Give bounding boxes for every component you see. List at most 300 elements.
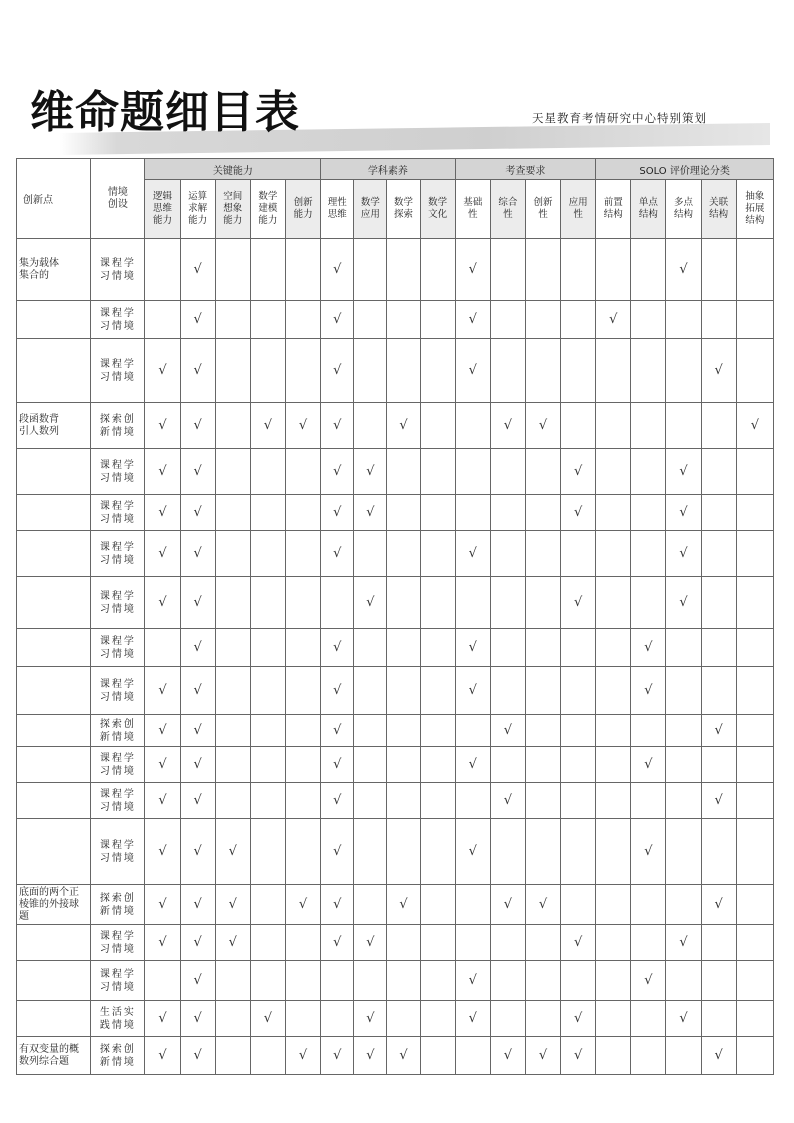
check-cell — [596, 1001, 631, 1037]
check-cell — [387, 885, 420, 925]
check-cell — [321, 783, 354, 819]
table-row — [17, 449, 774, 495]
check-cell — [321, 961, 354, 1001]
page-title: 维命题细目表 — [30, 87, 300, 138]
check-cell — [180, 747, 215, 783]
check-cell — [666, 783, 701, 819]
situation-cell: 课程学 习情境 — [91, 629, 145, 667]
group-header: 关键能力 — [145, 159, 321, 180]
check-cell — [321, 629, 354, 667]
innovation-cell: 段函数背 引人数列 — [17, 403, 91, 449]
check-cell — [420, 1037, 455, 1075]
check-cell — [215, 577, 250, 629]
check-cell — [490, 819, 525, 885]
check-cell — [180, 301, 215, 339]
check-mark-icon: √ — [333, 844, 342, 859]
check-cell — [736, 629, 773, 667]
check-cell — [250, 339, 285, 403]
check-cell — [596, 577, 631, 629]
check-cell — [321, 531, 354, 577]
check-mark-icon: √ — [158, 546, 167, 561]
check-cell — [490, 925, 525, 961]
innovation-cell — [17, 925, 91, 961]
check-cell — [455, 301, 490, 339]
check-cell — [596, 885, 631, 925]
check-cell — [354, 1037, 387, 1075]
column-header: 数学 建模 能力 — [250, 180, 285, 239]
situation-cell: 探索创 新情境 — [91, 885, 145, 925]
check-mark-icon: √ — [573, 935, 583, 950]
check-cell — [215, 449, 250, 495]
check-cell — [285, 1037, 320, 1075]
check-cell — [420, 783, 455, 819]
check-cell — [145, 961, 180, 1001]
check-cell — [701, 577, 736, 629]
check-cell — [561, 629, 596, 667]
check-cell — [145, 629, 180, 667]
innovation-cell: 集为载体 集合的 — [17, 239, 91, 301]
check-cell — [490, 495, 525, 531]
check-cell — [180, 885, 215, 925]
column-header: 空间 想象 能力 — [215, 180, 250, 239]
check-cell — [215, 885, 250, 925]
check-cell — [596, 925, 631, 961]
check-mark-icon: √ — [573, 505, 583, 520]
check-mark-icon: √ — [333, 546, 342, 561]
check-mark-icon: √ — [644, 844, 653, 859]
check-cell — [525, 239, 560, 301]
check-cell — [145, 715, 180, 747]
check-cell — [420, 629, 455, 667]
check-cell — [596, 449, 631, 495]
check-cell — [455, 239, 490, 301]
check-cell — [736, 239, 773, 301]
check-cell — [250, 925, 285, 961]
check-cell — [666, 715, 701, 747]
check-cell — [250, 301, 285, 339]
check-cell — [285, 301, 320, 339]
check-cell — [525, 1037, 560, 1075]
check-cell — [354, 495, 387, 531]
check-cell — [387, 925, 420, 961]
innovation-cell — [17, 715, 91, 747]
situation-cell: 课程学 习情境 — [91, 925, 145, 961]
check-mark-icon: √ — [158, 935, 167, 950]
check-mark-icon: √ — [468, 757, 477, 772]
check-cell — [250, 715, 285, 747]
check-cell — [321, 301, 354, 339]
check-mark-icon: √ — [573, 1048, 583, 1063]
specification-table — [16, 158, 774, 1075]
table-row — [17, 239, 774, 301]
column-header: 创新 性 — [525, 180, 560, 239]
check-cell — [666, 577, 701, 629]
column-header: 逻辑 思维 能力 — [145, 180, 180, 239]
check-cell — [490, 961, 525, 1001]
innovation-cell — [17, 577, 91, 629]
check-cell — [250, 239, 285, 301]
check-mark-icon: √ — [298, 1048, 308, 1063]
check-cell — [354, 715, 387, 747]
check-cell — [455, 339, 490, 403]
check-cell — [387, 577, 420, 629]
check-cell — [701, 301, 736, 339]
situation-cell: 课程学 习情境 — [91, 961, 145, 1001]
check-mark-icon: √ — [503, 418, 512, 433]
situation-cell: 探索创 新情境 — [91, 715, 145, 747]
innovation-cell: 底面的两个正 棱锥的外接球 题 — [17, 885, 91, 925]
check-cell — [215, 531, 250, 577]
check-cell — [420, 667, 455, 715]
check-cell — [180, 449, 215, 495]
check-cell — [215, 667, 250, 715]
check-mark-icon: √ — [193, 363, 202, 378]
check-mark-icon: √ — [193, 897, 202, 912]
check-cell — [285, 667, 320, 715]
check-cell — [490, 577, 525, 629]
situation-cell: 课程学 习情境 — [91, 339, 145, 403]
check-mark-icon: √ — [750, 418, 759, 433]
check-mark-icon: √ — [714, 363, 723, 378]
check-cell — [561, 747, 596, 783]
innovation-cell — [17, 449, 91, 495]
check-cell — [180, 629, 215, 667]
check-mark-icon: √ — [538, 418, 548, 433]
check-cell — [215, 1001, 250, 1037]
check-cell — [321, 667, 354, 715]
check-cell — [631, 531, 666, 577]
check-cell — [215, 819, 250, 885]
check-cell — [420, 885, 455, 925]
innovation-cell — [17, 783, 91, 819]
check-cell — [736, 715, 773, 747]
check-cell — [631, 339, 666, 403]
check-mark-icon: √ — [644, 683, 653, 698]
check-cell — [455, 715, 490, 747]
check-cell — [145, 885, 180, 925]
check-mark-icon: √ — [714, 793, 723, 808]
table-row — [17, 961, 774, 1001]
check-mark-icon: √ — [158, 1011, 167, 1026]
check-cell — [387, 301, 420, 339]
check-cell — [490, 403, 525, 449]
check-mark-icon: √ — [573, 1011, 583, 1026]
table-row — [17, 783, 774, 819]
check-cell — [354, 667, 387, 715]
check-mark-icon: √ — [468, 640, 477, 655]
check-cell — [145, 783, 180, 819]
column-header: 创新 能力 — [285, 180, 320, 239]
check-mark-icon: √ — [158, 1048, 167, 1063]
check-cell — [666, 667, 701, 715]
column-header: 理性 思维 — [321, 180, 354, 239]
check-cell — [455, 925, 490, 961]
check-cell — [420, 1001, 455, 1037]
check-cell — [180, 667, 215, 715]
check-cell — [354, 747, 387, 783]
check-mark-icon: √ — [193, 640, 202, 655]
column-header: 数学 探索 — [387, 180, 420, 239]
check-cell — [455, 1037, 490, 1075]
check-mark-icon: √ — [468, 844, 477, 859]
check-cell — [387, 1037, 420, 1075]
column-header: 关联 结构 — [701, 180, 736, 239]
check-cell — [321, 403, 354, 449]
check-mark-icon: √ — [679, 464, 688, 479]
check-mark-icon: √ — [503, 723, 512, 738]
check-cell — [321, 577, 354, 629]
check-mark-icon: √ — [333, 640, 342, 655]
check-cell — [285, 961, 320, 1001]
check-mark-icon: √ — [468, 312, 477, 327]
check-cell — [736, 301, 773, 339]
check-mark-icon: √ — [228, 935, 237, 950]
check-mark-icon: √ — [158, 363, 167, 378]
check-cell — [455, 747, 490, 783]
check-cell — [180, 403, 215, 449]
check-cell — [354, 339, 387, 403]
check-cell — [490, 1037, 525, 1075]
check-cell — [145, 301, 180, 339]
check-cell — [490, 449, 525, 495]
check-mark-icon: √ — [158, 757, 167, 772]
check-cell — [666, 301, 701, 339]
check-cell — [490, 301, 525, 339]
check-cell — [354, 301, 387, 339]
check-cell — [490, 783, 525, 819]
check-mark-icon: √ — [573, 464, 583, 479]
check-cell — [561, 715, 596, 747]
check-cell — [631, 667, 666, 715]
check-cell — [701, 925, 736, 961]
check-mark-icon: √ — [298, 897, 308, 912]
check-cell — [420, 577, 455, 629]
innovation-cell — [17, 495, 91, 531]
check-cell — [455, 403, 490, 449]
check-cell — [631, 1001, 666, 1037]
check-cell — [525, 747, 560, 783]
check-cell — [420, 301, 455, 339]
check-mark-icon: √ — [333, 935, 342, 950]
check-cell — [215, 495, 250, 531]
check-cell — [666, 885, 701, 925]
check-cell — [490, 239, 525, 301]
check-cell — [701, 629, 736, 667]
column-header: 综合 性 — [490, 180, 525, 239]
check-cell — [387, 239, 420, 301]
check-cell — [490, 667, 525, 715]
check-cell — [455, 667, 490, 715]
check-mark-icon: √ — [228, 844, 237, 859]
check-cell — [701, 339, 736, 403]
group-header: SOLO 评价理论分类 — [596, 159, 774, 180]
check-cell — [354, 239, 387, 301]
check-cell — [420, 531, 455, 577]
check-mark-icon: √ — [193, 1048, 202, 1063]
check-cell — [736, 495, 773, 531]
innovation-cell — [17, 301, 91, 339]
check-cell — [321, 819, 354, 885]
check-mark-icon: √ — [193, 793, 202, 808]
check-cell — [420, 239, 455, 301]
column-header: 抽象 拓展 结构 — [736, 180, 773, 239]
check-mark-icon: √ — [714, 1048, 723, 1063]
check-cell — [354, 531, 387, 577]
check-mark-icon: √ — [679, 262, 688, 277]
check-mark-icon: √ — [158, 723, 167, 738]
check-cell — [561, 1001, 596, 1037]
check-cell — [145, 577, 180, 629]
check-cell — [701, 449, 736, 495]
check-cell — [736, 449, 773, 495]
check-cell — [631, 495, 666, 531]
innovation-cell — [17, 819, 91, 885]
check-mark-icon: √ — [263, 418, 273, 433]
check-mark-icon: √ — [679, 546, 688, 561]
check-cell — [561, 531, 596, 577]
check-cell — [321, 495, 354, 531]
check-cell — [285, 495, 320, 531]
check-cell — [666, 1037, 701, 1075]
check-cell — [215, 239, 250, 301]
check-mark-icon: √ — [333, 505, 342, 520]
check-cell — [215, 783, 250, 819]
check-cell — [631, 403, 666, 449]
check-mark-icon: √ — [193, 262, 202, 277]
check-cell — [354, 629, 387, 667]
check-cell — [285, 449, 320, 495]
check-cell — [666, 819, 701, 885]
check-cell — [387, 403, 420, 449]
check-cell — [321, 449, 354, 495]
check-cell — [321, 1037, 354, 1075]
group-header-row — [17, 159, 774, 180]
check-cell — [321, 747, 354, 783]
table-row — [17, 301, 774, 339]
check-cell — [387, 495, 420, 531]
check-cell — [666, 961, 701, 1001]
check-mark-icon: √ — [333, 312, 342, 327]
check-cell — [631, 715, 666, 747]
check-cell — [736, 819, 773, 885]
check-mark-icon: √ — [158, 505, 167, 520]
situation-cell: 探索创 新情境 — [91, 1037, 145, 1075]
situation-header: 情境 创设 — [91, 159, 145, 239]
situation-cell: 课程学 习情境 — [91, 577, 145, 629]
check-mark-icon: √ — [714, 723, 723, 738]
check-cell — [736, 339, 773, 403]
check-cell — [455, 885, 490, 925]
check-cell — [215, 925, 250, 961]
check-cell — [596, 403, 631, 449]
check-cell — [596, 667, 631, 715]
check-cell — [736, 925, 773, 961]
check-cell — [525, 577, 560, 629]
check-cell — [285, 885, 320, 925]
check-cell — [145, 1001, 180, 1037]
check-cell — [666, 239, 701, 301]
check-cell — [215, 301, 250, 339]
check-cell — [736, 1037, 773, 1075]
table-row — [17, 403, 774, 449]
check-cell — [561, 1037, 596, 1075]
check-cell — [420, 819, 455, 885]
check-cell — [561, 239, 596, 301]
check-cell — [631, 449, 666, 495]
innovation-cell: 有双变量的概 数列综合题 — [17, 1037, 91, 1075]
check-mark-icon: √ — [366, 1011, 375, 1026]
check-cell — [354, 577, 387, 629]
check-cell — [180, 819, 215, 885]
check-cell — [666, 495, 701, 531]
check-mark-icon: √ — [538, 897, 548, 912]
check-cell — [596, 819, 631, 885]
check-cell — [525, 339, 560, 403]
check-cell — [701, 885, 736, 925]
check-cell — [145, 667, 180, 715]
check-cell — [525, 925, 560, 961]
check-cell — [387, 783, 420, 819]
check-mark-icon: √ — [573, 595, 583, 610]
check-cell — [701, 819, 736, 885]
group-header: 考查要求 — [455, 159, 596, 180]
check-cell — [736, 1001, 773, 1037]
check-cell — [387, 449, 420, 495]
table-row — [17, 819, 774, 885]
check-cell — [736, 961, 773, 1001]
check-cell — [285, 819, 320, 885]
check-cell — [561, 925, 596, 961]
check-cell — [145, 495, 180, 531]
table-row — [17, 339, 774, 403]
check-cell — [354, 819, 387, 885]
check-cell — [285, 925, 320, 961]
check-mark-icon: √ — [158, 595, 167, 610]
column-header: 基础 性 — [455, 180, 490, 239]
column-header: 数学 文化 — [420, 180, 455, 239]
check-cell — [387, 629, 420, 667]
check-cell — [455, 961, 490, 1001]
check-cell — [321, 885, 354, 925]
table-row — [17, 667, 774, 715]
check-cell — [525, 531, 560, 577]
check-cell — [420, 403, 455, 449]
check-cell — [736, 531, 773, 577]
check-cell — [387, 747, 420, 783]
check-cell — [561, 449, 596, 495]
check-mark-icon: √ — [468, 683, 477, 698]
check-cell — [354, 449, 387, 495]
check-cell — [180, 495, 215, 531]
check-mark-icon: √ — [468, 363, 477, 378]
check-mark-icon: √ — [193, 1011, 202, 1026]
group-header: 学科素养 — [321, 159, 456, 180]
check-cell — [561, 667, 596, 715]
check-mark-icon: √ — [158, 418, 167, 433]
check-cell — [455, 1001, 490, 1037]
check-cell — [561, 819, 596, 885]
check-cell — [736, 747, 773, 783]
check-cell — [666, 449, 701, 495]
check-cell — [596, 339, 631, 403]
check-mark-icon: √ — [399, 1048, 408, 1063]
check-cell — [631, 747, 666, 783]
check-cell — [285, 239, 320, 301]
table-row — [17, 925, 774, 961]
check-cell — [387, 339, 420, 403]
check-cell — [387, 1001, 420, 1037]
table-row — [17, 747, 774, 783]
